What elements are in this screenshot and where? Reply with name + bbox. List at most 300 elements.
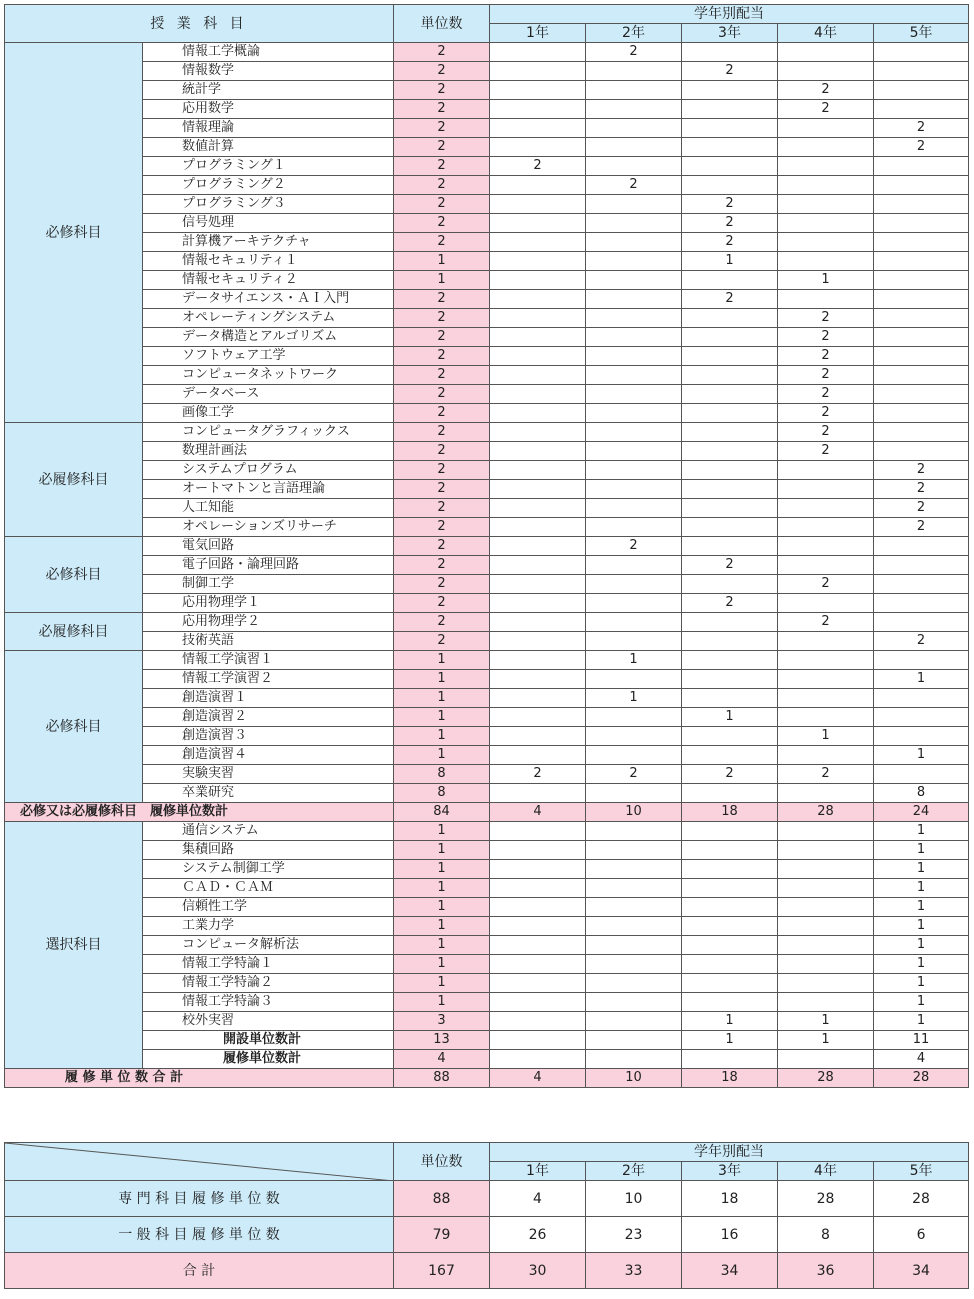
- table-row: [5, 670, 969, 689]
- credits-cell: 1: [394, 879, 490, 898]
- year-cell: [682, 689, 778, 708]
- subject-name: 人工知能: [143, 499, 394, 518]
- year-cell: [682, 860, 778, 879]
- year-cell: [778, 176, 874, 195]
- summary-credits-cell: 79: [394, 1217, 490, 1253]
- subject-name: 制御工学: [143, 575, 394, 594]
- table-row: [5, 651, 969, 670]
- table-row: [5, 100, 969, 119]
- summary-year-header: 2年: [586, 1162, 682, 1181]
- year-cell: [586, 746, 682, 765]
- year-cell: [874, 556, 969, 575]
- credits-cell: 2: [394, 537, 490, 556]
- year-cell: [586, 518, 682, 537]
- elective-subtotal-year: [490, 1050, 586, 1069]
- year-cell: [682, 176, 778, 195]
- year-cell: [586, 271, 682, 290]
- subject-name: オペレーティングシステム: [143, 309, 394, 328]
- year-cell: [490, 537, 586, 556]
- year-cell: 8: [874, 784, 969, 803]
- summary-table: [4, 1142, 969, 1289]
- year-cell: [586, 62, 682, 81]
- year-cell: [586, 898, 682, 917]
- year-cell: [490, 784, 586, 803]
- year-cell: 1: [874, 898, 969, 917]
- credits-cell: 1: [394, 727, 490, 746]
- year-cell: [490, 556, 586, 575]
- year-cell: [682, 366, 778, 385]
- grand-total-year: 28: [874, 1069, 969, 1088]
- year-cell: [490, 955, 586, 974]
- year-cell: 2: [682, 290, 778, 309]
- required-total-year: 18: [682, 803, 778, 822]
- year-cell: 2: [586, 176, 682, 195]
- table-row: [5, 708, 969, 727]
- credits-cell: 2: [394, 138, 490, 157]
- subject-name: 情報セキュリティ２: [143, 271, 394, 290]
- year-cell: 1: [874, 993, 969, 1012]
- year-cell: 1: [874, 1012, 969, 1031]
- year-cell: [586, 841, 682, 860]
- year-cell: [490, 366, 586, 385]
- year-header: 1年: [490, 24, 586, 43]
- table-row: [5, 822, 969, 841]
- year-cell: [682, 936, 778, 955]
- elective-subtotal-row: [5, 1031, 969, 1050]
- year-cell: [778, 556, 874, 575]
- table-row: [5, 423, 969, 442]
- credits-cell: 1: [394, 708, 490, 727]
- elective-subtotal-label: 開設単位数計: [143, 1031, 394, 1050]
- year-cell: [778, 879, 874, 898]
- year-cell: 2: [778, 366, 874, 385]
- table-row: [5, 138, 969, 157]
- credits-cell: 1: [394, 252, 490, 271]
- year-cell: 2: [586, 537, 682, 556]
- year-cell: [778, 917, 874, 936]
- year-cell: [490, 271, 586, 290]
- year-cell: [586, 632, 682, 651]
- year-cell: [874, 157, 969, 176]
- credits-cell: 8: [394, 784, 490, 803]
- table-row: [5, 442, 969, 461]
- year-cell: [682, 879, 778, 898]
- credits-cell: 1: [394, 974, 490, 993]
- year-cell: [682, 385, 778, 404]
- year-cell: [874, 309, 969, 328]
- required-total-year: 10: [586, 803, 682, 822]
- year-cell: [586, 993, 682, 1012]
- table-row: [5, 689, 969, 708]
- subject-name: 画像工学: [143, 404, 394, 423]
- year-cell: [682, 651, 778, 670]
- summary-distribution-header: 学年別配当: [490, 1143, 969, 1162]
- credits-cell: 3: [394, 1012, 490, 1031]
- year-header: 4年: [778, 24, 874, 43]
- year-cell: [490, 385, 586, 404]
- year-cell: [490, 936, 586, 955]
- year-cell: [586, 784, 682, 803]
- year-cell: [586, 347, 682, 366]
- table-row: [5, 917, 969, 936]
- summary-row: [5, 1253, 969, 1289]
- year-cell: 1: [682, 708, 778, 727]
- year-cell: [490, 879, 586, 898]
- subject-name: 情報工学特論２: [143, 974, 394, 993]
- summary-row-label: 合 計: [5, 1253, 394, 1289]
- subject-name: コンピュータグラフィックス: [143, 423, 394, 442]
- year-cell: [586, 860, 682, 879]
- year-cell: [586, 119, 682, 138]
- year-cell: [586, 366, 682, 385]
- year-cell: [874, 366, 969, 385]
- year-cell: 2: [874, 480, 969, 499]
- summary-year-cell: 8: [778, 1217, 874, 1253]
- year-cell: [682, 43, 778, 62]
- credits-cell: 2: [394, 176, 490, 195]
- credits-cell: 1: [394, 651, 490, 670]
- year-cell: 2: [778, 100, 874, 119]
- credits-cell: 2: [394, 119, 490, 138]
- year-cell: [490, 993, 586, 1012]
- year-cell: [874, 708, 969, 727]
- year-cell: [778, 480, 874, 499]
- year-cell: [586, 309, 682, 328]
- year-cell: [682, 632, 778, 651]
- year-cell: [778, 233, 874, 252]
- year-cell: [874, 214, 969, 233]
- table-row: [5, 841, 969, 860]
- year-header: 2年: [586, 24, 682, 43]
- subject-name: 集積回路: [143, 841, 394, 860]
- year-cell: [586, 936, 682, 955]
- elective-subtotal-year: [490, 1031, 586, 1050]
- subject-name: 数理計画法: [143, 442, 394, 461]
- summary-credits-cell: 88: [394, 1181, 490, 1217]
- subject-name: ＣＡＤ・ＣＡＭ: [143, 879, 394, 898]
- year-cell: [682, 993, 778, 1012]
- year-cell: 2: [778, 81, 874, 100]
- year-cell: [682, 157, 778, 176]
- credits-cell: 1: [394, 936, 490, 955]
- year-cell: 1: [874, 860, 969, 879]
- required-total-credits: 84: [394, 803, 490, 822]
- summary-year-cell: 18: [682, 1181, 778, 1217]
- year-cell: [490, 119, 586, 138]
- year-cell: [490, 252, 586, 271]
- year-cell: 2: [778, 442, 874, 461]
- year-cell: [490, 917, 586, 936]
- year-cell: 2: [490, 765, 586, 784]
- year-cell: [682, 81, 778, 100]
- year-cell: [778, 537, 874, 556]
- year-cell: 2: [778, 575, 874, 594]
- table-row: [5, 62, 969, 81]
- credits-cell: 2: [394, 461, 490, 480]
- credits-cell: 2: [394, 309, 490, 328]
- credits-cell: 2: [394, 613, 490, 632]
- summary-year-cell: 28: [778, 1181, 874, 1217]
- year-cell: [682, 784, 778, 803]
- distribution-header: 学年別配当: [490, 5, 969, 24]
- table-row: [5, 214, 969, 233]
- table-row: [5, 1012, 969, 1031]
- year-cell: [778, 898, 874, 917]
- year-cell: [682, 974, 778, 993]
- year-cell: 1: [586, 651, 682, 670]
- year-cell: [778, 157, 874, 176]
- year-cell: [586, 955, 682, 974]
- credits-cell: 1: [394, 898, 490, 917]
- subject-name: 創造演習１: [143, 689, 394, 708]
- year-cell: [682, 442, 778, 461]
- year-cell: 1: [778, 271, 874, 290]
- year-cell: [874, 195, 969, 214]
- subject-name: 実験実習: [143, 765, 394, 784]
- year-cell: [586, 727, 682, 746]
- year-cell: [586, 81, 682, 100]
- year-cell: [778, 518, 874, 537]
- summary-year-cell: 30: [490, 1253, 586, 1289]
- year-cell: 1: [874, 936, 969, 955]
- required-total-year: 28: [778, 803, 874, 822]
- summary-credits-header: 単位数: [394, 1143, 490, 1181]
- credits-cell: 2: [394, 575, 490, 594]
- table-row: [5, 556, 969, 575]
- year-cell: [778, 993, 874, 1012]
- subject-name: 情報工学特論３: [143, 993, 394, 1012]
- subject-name: 統計学: [143, 81, 394, 100]
- subject-name: システム制御工学: [143, 860, 394, 879]
- subject-name: データサイエンス・ＡＩ入門: [143, 290, 394, 309]
- year-cell: [586, 556, 682, 575]
- year-cell: [490, 499, 586, 518]
- year-cell: [490, 195, 586, 214]
- required-total-row: [5, 803, 969, 822]
- subject-name: 工業力学: [143, 917, 394, 936]
- year-cell: 2: [778, 328, 874, 347]
- table-row: [5, 727, 969, 746]
- year-cell: [682, 499, 778, 518]
- elective-subtotal-year: 11: [874, 1031, 969, 1050]
- year-cell: [778, 689, 874, 708]
- year-cell: [490, 898, 586, 917]
- subject-name: 情報工学演習２: [143, 670, 394, 689]
- elective-subtotal-credits: 13: [394, 1031, 490, 1050]
- year-cell: [874, 613, 969, 632]
- year-cell: 2: [682, 233, 778, 252]
- year-cell: 2: [778, 765, 874, 784]
- year-cell: [874, 252, 969, 271]
- year-cell: 2: [586, 765, 682, 784]
- subject-name: プログラミング３: [143, 195, 394, 214]
- summary-row: [5, 1217, 969, 1253]
- year-cell: [682, 917, 778, 936]
- table-row: [5, 43, 969, 62]
- summary-year-cell: 33: [586, 1253, 682, 1289]
- table-row: [5, 480, 969, 499]
- elective-subtotal-year: [682, 1050, 778, 1069]
- year-cell: [490, 43, 586, 62]
- year-cell: [874, 271, 969, 290]
- diagonal-line: [5, 1143, 394, 1181]
- credits-cell: 2: [394, 594, 490, 613]
- table-row: [5, 879, 969, 898]
- year-cell: [490, 328, 586, 347]
- year-cell: [682, 100, 778, 119]
- subject-name: データベース: [143, 385, 394, 404]
- year-cell: [586, 214, 682, 233]
- subject-name: 数値計算: [143, 138, 394, 157]
- year-cell: [682, 822, 778, 841]
- credits-cell: 2: [394, 328, 490, 347]
- year-cell: [682, 727, 778, 746]
- year-cell: [682, 898, 778, 917]
- year-cell: [490, 841, 586, 860]
- summary-year-cell: 23: [586, 1217, 682, 1253]
- year-cell: 2: [874, 499, 969, 518]
- year-cell: [682, 347, 778, 366]
- year-cell: [490, 689, 586, 708]
- grand-total-year: 4: [490, 1069, 586, 1088]
- credits-cell: 1: [394, 689, 490, 708]
- year-cell: 1: [874, 879, 969, 898]
- year-cell: [490, 347, 586, 366]
- subject-name: 創造演習２: [143, 708, 394, 727]
- year-cell: [586, 575, 682, 594]
- table-row: [5, 233, 969, 252]
- year-cell: [490, 518, 586, 537]
- table-row: [5, 366, 969, 385]
- credits-cell: 2: [394, 214, 490, 233]
- credits-cell: 1: [394, 860, 490, 879]
- year-cell: [778, 746, 874, 765]
- year-cell: [490, 632, 586, 651]
- year-cell: 2: [778, 347, 874, 366]
- subject-name: コンピュータネットワーク: [143, 366, 394, 385]
- year-cell: [778, 119, 874, 138]
- year-cell: [682, 480, 778, 499]
- year-cell: [778, 461, 874, 480]
- elective-subtotal-year: [586, 1031, 682, 1050]
- table-row: [5, 537, 969, 556]
- subject-header: 授 業 科 目: [5, 5, 394, 43]
- year-cell: [874, 651, 969, 670]
- summary-row: [5, 1181, 969, 1217]
- year-cell: [874, 233, 969, 252]
- subject-name: オートマトンと言語理論: [143, 480, 394, 499]
- year-cell: [490, 214, 586, 233]
- year-cell: [778, 708, 874, 727]
- table-row: [5, 898, 969, 917]
- credits-cell: 2: [394, 43, 490, 62]
- year-cell: [490, 708, 586, 727]
- curriculum-body: [5, 5, 969, 1088]
- year-cell: 1: [874, 841, 969, 860]
- year-cell: [874, 727, 969, 746]
- year-cell: [586, 138, 682, 157]
- year-cell: [874, 404, 969, 423]
- year-cell: 1: [778, 727, 874, 746]
- group-label: 必修科目: [5, 43, 143, 423]
- year-cell: [778, 214, 874, 233]
- elective-subtotal-credits: 4: [394, 1050, 490, 1069]
- grand-total-year: 18: [682, 1069, 778, 1088]
- year-cell: 1: [586, 689, 682, 708]
- year-cell: [490, 670, 586, 689]
- year-cell: [490, 613, 586, 632]
- year-header: 3年: [682, 24, 778, 43]
- table-row: [5, 176, 969, 195]
- subject-name: 情報工学特論１: [143, 955, 394, 974]
- year-cell: 2: [778, 613, 874, 632]
- year-cell: [490, 860, 586, 879]
- year-cell: 2: [778, 385, 874, 404]
- year-cell: [682, 271, 778, 290]
- subject-name: 情報工学概論: [143, 43, 394, 62]
- table-row: [5, 81, 969, 100]
- year-cell: [490, 974, 586, 993]
- summary-body: [5, 1143, 969, 1289]
- year-cell: 1: [874, 822, 969, 841]
- year-cell: [874, 81, 969, 100]
- year-cell: [778, 594, 874, 613]
- year-cell: [778, 138, 874, 157]
- year-cell: 1: [874, 670, 969, 689]
- summary-row-label: 専 門 科 目 履 修 単 位 数: [5, 1181, 394, 1217]
- year-cell: [778, 784, 874, 803]
- subject-name: 応用物理学２: [143, 613, 394, 632]
- summary-year-cell: 10: [586, 1181, 682, 1217]
- summary-year-cell: 36: [778, 1253, 874, 1289]
- year-cell: [778, 974, 874, 993]
- year-cell: 2: [874, 119, 969, 138]
- elective-subtotal-year: [586, 1050, 682, 1069]
- group-label: 必履修科目: [5, 613, 143, 651]
- credits-cell: 1: [394, 955, 490, 974]
- year-cell: [586, 404, 682, 423]
- summary-year-header: 4年: [778, 1162, 874, 1181]
- subject-name: 電気回路: [143, 537, 394, 556]
- year-cell: [778, 651, 874, 670]
- year-cell: [682, 309, 778, 328]
- year-cell: [778, 936, 874, 955]
- group-label: 選択科目: [5, 822, 143, 1069]
- table-row: [5, 860, 969, 879]
- table-row: [5, 157, 969, 176]
- subject-name: 情報理論: [143, 119, 394, 138]
- subject-name: 卒業研究: [143, 784, 394, 803]
- year-cell: 1: [682, 252, 778, 271]
- year-cell: 2: [874, 138, 969, 157]
- year-cell: 1: [874, 955, 969, 974]
- subject-name: 応用物理学１: [143, 594, 394, 613]
- subject-name: コンピュータ解析法: [143, 936, 394, 955]
- table-row: [5, 499, 969, 518]
- summary-year-header: 1年: [490, 1162, 586, 1181]
- year-cell: [874, 423, 969, 442]
- year-cell: [874, 100, 969, 119]
- credits-cell: 2: [394, 157, 490, 176]
- credits-cell: 1: [394, 670, 490, 689]
- year-cell: [778, 841, 874, 860]
- credits-cell: 2: [394, 423, 490, 442]
- credits-cell: 2: [394, 556, 490, 575]
- year-cell: [586, 233, 682, 252]
- year-cell: [490, 480, 586, 499]
- year-cell: [682, 138, 778, 157]
- year-cell: [586, 290, 682, 309]
